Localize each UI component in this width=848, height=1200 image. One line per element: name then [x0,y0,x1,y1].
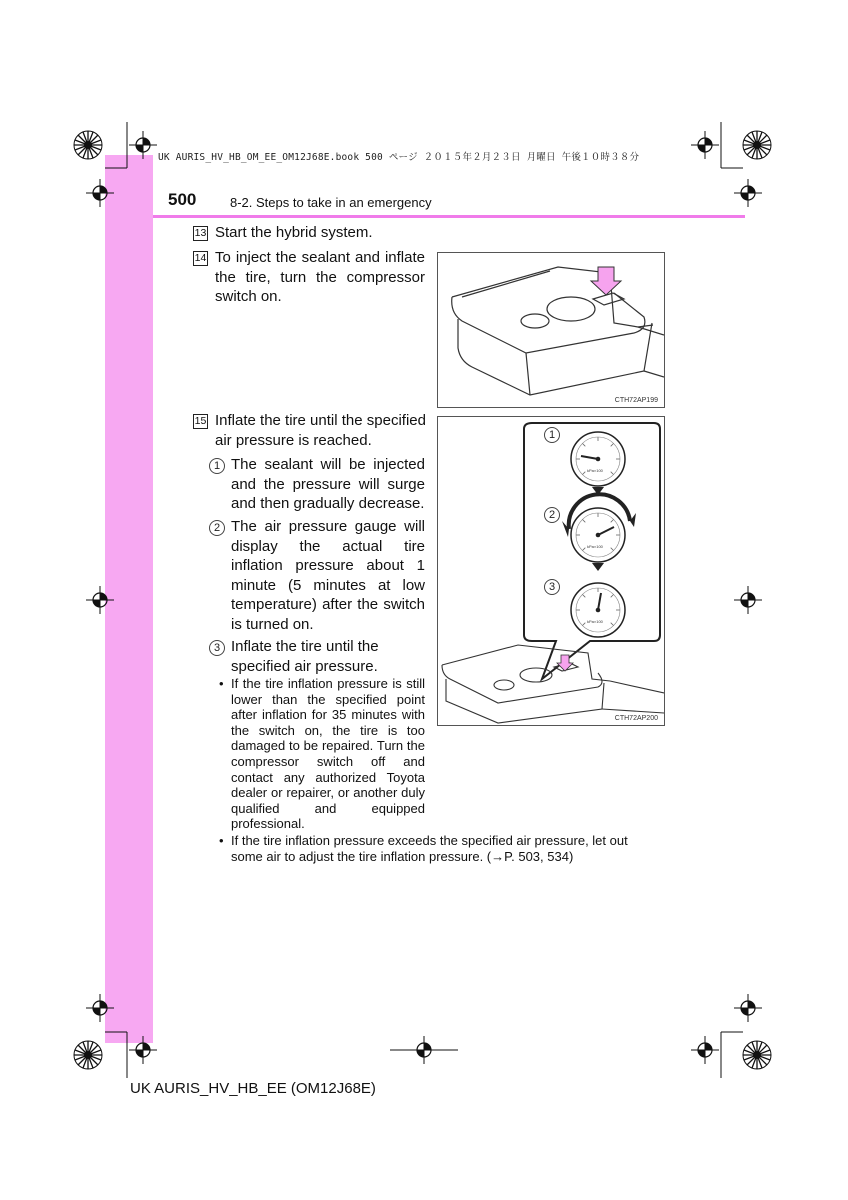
bullet-marker: • [219,676,224,691]
step-number-14: 14 [194,252,207,264]
book-info-line: UK AURIS_HV_HB_OM_EE_OM12J68E.book 500 ページ ２０１５年２月２３日 月曜日 午後１０時３８分 [158,152,640,163]
bullet-text-1: If the tire inflation pressure is still lower than the specified point after inflation for 35 minutes with the switch on, the tire is too damaged to be repaired. Turn the compressor switch off and contact any authorized Toyota dealer or repairer, or another duly qualified and equipped professional. [231,676,425,832]
figure-caption: CTH72AP200 [614,715,658,722]
section-title: 8-2. Steps to take in an emergency [230,195,432,210]
compressor-switch-illustration [438,253,664,407]
gauge-unit-3: kPa×100 [587,619,603,624]
substep-text-3: Inflate the tire until the specified air pressure. [231,638,379,675]
substep-text-2: The air pressure gauge will display the actual tire inflation pressure about 1 minute (5 minutes at low temperature) after the switch is turned on. [231,518,425,633]
step-number-15: 15 [194,415,207,427]
gauge-label-3: 3 [544,579,560,595]
step-number-13: 13 [194,227,207,239]
figure-compressor-switch [437,252,665,408]
step-text-15: Inflate the tire until the specified air pressure is reached. [215,412,426,449]
bullet-marker: • [219,833,224,848]
pressure-gauge-sequence-illustration [438,417,664,725]
substep-number-3: 3 [209,640,225,656]
step-text-14: To inject the sealant and inflate the tire, turn the compressor switch on. [215,249,425,305]
gauge-label-2: 2 [544,507,560,523]
gauge-label-1: 1 [544,427,560,443]
footer-model-code: UK AURIS_HV_HB_EE (OM12J68E) [130,1080,376,1097]
gauge-unit-1: kPa×100 [587,468,603,473]
page-number: 500 [168,190,197,209]
bullet-text-2: If the tire inflation pressure exceeds the specified air pressure, let out some air to adjust the tire inflation pressure. (→P. 503, 534) [231,833,628,864]
substep-number-1: 1 [209,458,225,474]
substep-number-2: 2 [209,520,225,536]
gauge-unit-2: kPa×100 [587,544,603,549]
substep-text-1: The sealant will be injected and the pressure will surge and then gradually decrease. [231,456,425,512]
step-text-13: Start the hybrid system. [215,224,373,241]
figure-caption: CTH72AP199 [614,397,658,404]
figure-pressure-gauges [437,416,665,726]
